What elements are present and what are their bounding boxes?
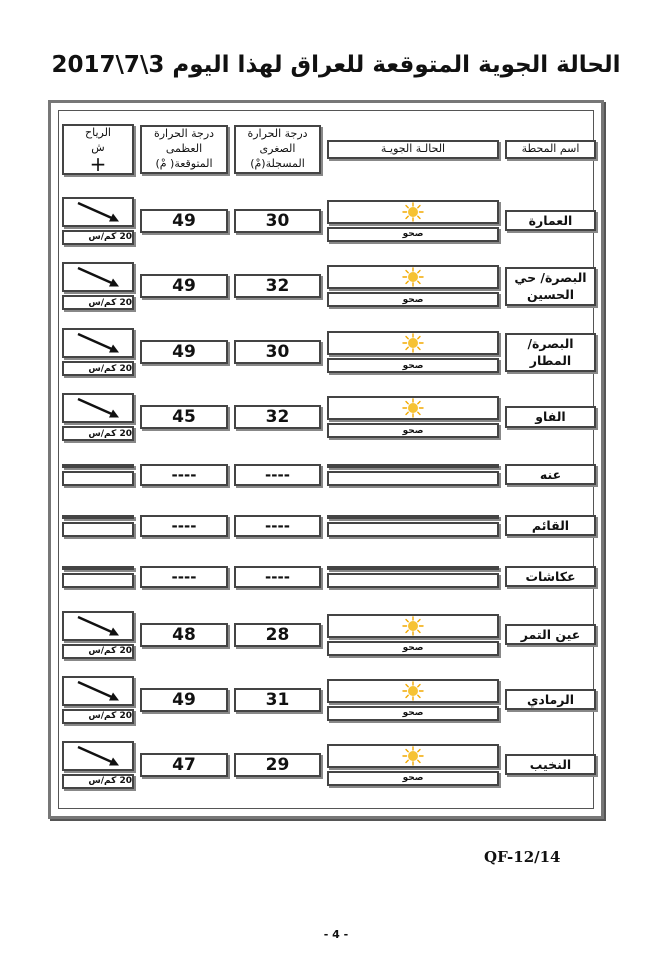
max-temp-value: 49 bbox=[140, 209, 228, 233]
weather-icon-box bbox=[327, 566, 499, 570]
weather-cell bbox=[327, 679, 499, 721]
wind-speed bbox=[62, 471, 134, 486]
weather-icon-box bbox=[327, 744, 499, 768]
header-station: اسم المحطة bbox=[505, 140, 596, 159]
station-name bbox=[505, 406, 596, 428]
station-name bbox=[505, 566, 596, 588]
wind-arrow-icon bbox=[70, 199, 126, 225]
sun-icon bbox=[399, 746, 427, 766]
station-name-text: البصرة/المطار bbox=[527, 335, 574, 368]
min-temp-value: 32 bbox=[234, 274, 321, 298]
wind-cell bbox=[62, 262, 134, 310]
forecast-table-frame bbox=[48, 100, 604, 819]
wind-speed: 20 كم/س bbox=[62, 230, 134, 245]
weather-icon-box bbox=[327, 200, 499, 224]
sun-icon bbox=[399, 398, 427, 418]
forecast-table-inner-border bbox=[58, 110, 594, 809]
max-temp-value: ---- bbox=[140, 566, 228, 588]
wind-arrow-icon bbox=[70, 743, 126, 769]
wind-cell bbox=[62, 464, 134, 486]
header-min-temp-line: الصغرى bbox=[259, 142, 296, 156]
table-row bbox=[59, 602, 599, 667]
forecast-table bbox=[59, 111, 599, 797]
sun-icon bbox=[399, 202, 427, 222]
weather-icon-box bbox=[327, 464, 499, 468]
station-name-text: القائم bbox=[531, 517, 570, 533]
min-temp-value: 32 bbox=[234, 405, 321, 429]
wind-speed bbox=[62, 573, 134, 588]
wind-speed: 20 كم/س bbox=[62, 295, 134, 310]
weather-cell bbox=[327, 265, 499, 307]
min-temp-value: 28 bbox=[234, 623, 321, 647]
weather-label: صحو bbox=[327, 423, 499, 438]
header-row bbox=[59, 111, 599, 188]
max-temp-value: 47 bbox=[140, 753, 228, 777]
table-row bbox=[59, 449, 599, 500]
weather-cell bbox=[327, 744, 499, 786]
wind-cell bbox=[62, 328, 134, 376]
wind-speed: 20 كم/س bbox=[62, 426, 134, 441]
max-temp-value: 48 bbox=[140, 623, 228, 647]
weather-icon-box bbox=[327, 614, 499, 638]
table-row bbox=[59, 319, 599, 385]
header-max-temp-line: العظمى bbox=[165, 142, 203, 156]
wind-speed: 20 كم/س bbox=[62, 774, 134, 789]
form-code: QF-12/14 bbox=[484, 848, 561, 866]
wind-cell bbox=[62, 515, 134, 537]
station-name bbox=[505, 210, 596, 232]
station-name-text: العمارة bbox=[528, 212, 573, 228]
station-name-text: عنه bbox=[539, 466, 562, 482]
weather-icon-box bbox=[327, 679, 499, 703]
table-row bbox=[59, 500, 599, 551]
header-min-temp bbox=[234, 125, 321, 174]
max-temp-value: ---- bbox=[140, 464, 228, 486]
min-temp-value: ---- bbox=[234, 515, 321, 537]
header-weather: الحالـة الجويـة bbox=[327, 140, 499, 159]
table-row bbox=[59, 385, 599, 449]
station-name-text: عين التمر bbox=[520, 626, 581, 642]
max-temp-value: 49 bbox=[140, 688, 228, 712]
station-name-text: الفاو bbox=[535, 409, 566, 425]
wind-speed bbox=[62, 522, 134, 537]
min-temp-value: 30 bbox=[234, 340, 321, 364]
max-temp-value: 45 bbox=[140, 405, 228, 429]
wind-arrow-box bbox=[62, 611, 134, 641]
header-max-temp-line: المتوقعة( مْ) bbox=[155, 156, 213, 170]
station-name-text: عكاشات bbox=[525, 568, 576, 584]
weather-label bbox=[327, 471, 499, 486]
page-title: الحالة الجوية المتوقعة للعراق لهذا اليوم 3\7\2017 bbox=[51, 52, 621, 78]
min-temp-value: ---- bbox=[234, 464, 321, 486]
weather-label bbox=[327, 573, 499, 588]
station-name-text: الرمادي bbox=[526, 691, 575, 707]
wind-cell bbox=[62, 393, 134, 441]
table-row bbox=[59, 253, 599, 319]
wind-arrow-box bbox=[62, 676, 134, 706]
weather-cell bbox=[327, 464, 499, 486]
weather-cell bbox=[327, 566, 499, 588]
wind-speed: 20 كم/س bbox=[62, 644, 134, 659]
header-wind-line: ش bbox=[91, 140, 105, 154]
wind-speed: 20 كم/س bbox=[62, 361, 134, 376]
wind-arrow-box bbox=[62, 328, 134, 358]
weather-label: صحو bbox=[327, 771, 499, 786]
header-max-temp-line: درجة الحرارة bbox=[153, 127, 215, 141]
weather-label: صحو bbox=[327, 641, 499, 656]
wind-cell bbox=[62, 676, 134, 724]
wind-cell bbox=[62, 197, 134, 245]
table-row bbox=[59, 188, 599, 253]
table-row bbox=[59, 551, 599, 602]
header-wind bbox=[62, 124, 134, 176]
station-name bbox=[505, 464, 596, 486]
weather-cell bbox=[327, 200, 499, 242]
min-temp-value: 31 bbox=[234, 688, 321, 712]
weather-label: صحو bbox=[327, 358, 499, 373]
weather-label bbox=[327, 522, 499, 537]
wind-arrow-icon bbox=[70, 330, 126, 356]
wind-direction-cross-icon: + bbox=[89, 152, 107, 177]
weather-icon-box bbox=[327, 396, 499, 420]
wind-arrow-box bbox=[62, 741, 134, 771]
table-row bbox=[59, 732, 599, 797]
wind-arrow-icon bbox=[70, 613, 126, 639]
min-temp-value: 29 bbox=[234, 753, 321, 777]
header-min-temp-line: المسجلة(مْ) bbox=[250, 156, 305, 170]
min-temp-value: 30 bbox=[234, 209, 321, 233]
wind-arrow-box bbox=[62, 197, 134, 227]
weather-icon-box bbox=[327, 265, 499, 289]
sun-icon bbox=[399, 333, 427, 353]
wind-arrow-box bbox=[62, 515, 134, 519]
weather-icon-box bbox=[327, 515, 499, 519]
weather-cell bbox=[327, 331, 499, 373]
max-temp-value: ---- bbox=[140, 515, 228, 537]
weather-cell bbox=[327, 515, 499, 537]
weather-icon-box bbox=[327, 331, 499, 355]
station-name bbox=[505, 267, 596, 306]
station-name bbox=[505, 689, 596, 711]
max-temp-value: 49 bbox=[140, 274, 228, 298]
header-min-temp-line: درجة الحرارة bbox=[247, 127, 308, 141]
wind-arrow-box bbox=[62, 566, 134, 570]
wind-arrow-icon bbox=[70, 264, 126, 290]
wind-cell bbox=[62, 566, 134, 588]
weather-cell bbox=[327, 396, 499, 438]
station-name bbox=[505, 333, 596, 372]
sun-icon bbox=[399, 681, 427, 701]
weather-label: صحو bbox=[327, 292, 499, 307]
sun-icon bbox=[399, 267, 427, 287]
wind-arrow-box bbox=[62, 393, 134, 423]
weather-cell bbox=[327, 614, 499, 656]
station-name bbox=[505, 624, 596, 646]
wind-arrow-icon bbox=[70, 678, 126, 704]
wind-arrow-icon bbox=[70, 395, 126, 421]
header-max-temp bbox=[140, 125, 228, 174]
wind-arrow-box bbox=[62, 262, 134, 292]
weather-label: صحو bbox=[327, 227, 499, 242]
max-temp-value: 49 bbox=[140, 340, 228, 364]
wind-arrow-box bbox=[62, 464, 134, 468]
header-wind-line: الرياح bbox=[85, 125, 111, 139]
wind-cell bbox=[62, 741, 134, 789]
station-name-text: النخيب bbox=[529, 756, 572, 772]
weather-label: صحو bbox=[327, 706, 499, 721]
table-row bbox=[59, 667, 599, 732]
min-temp-value: ---- bbox=[234, 566, 321, 588]
sun-icon bbox=[399, 616, 427, 636]
station-name bbox=[505, 754, 596, 776]
wind-speed: 20 كم/س bbox=[62, 709, 134, 724]
wind-cell bbox=[62, 611, 134, 659]
station-name-text: البصرة/ حي الحسين bbox=[514, 269, 587, 302]
page-number: - 4 - bbox=[323, 928, 349, 941]
station-name bbox=[505, 515, 596, 537]
